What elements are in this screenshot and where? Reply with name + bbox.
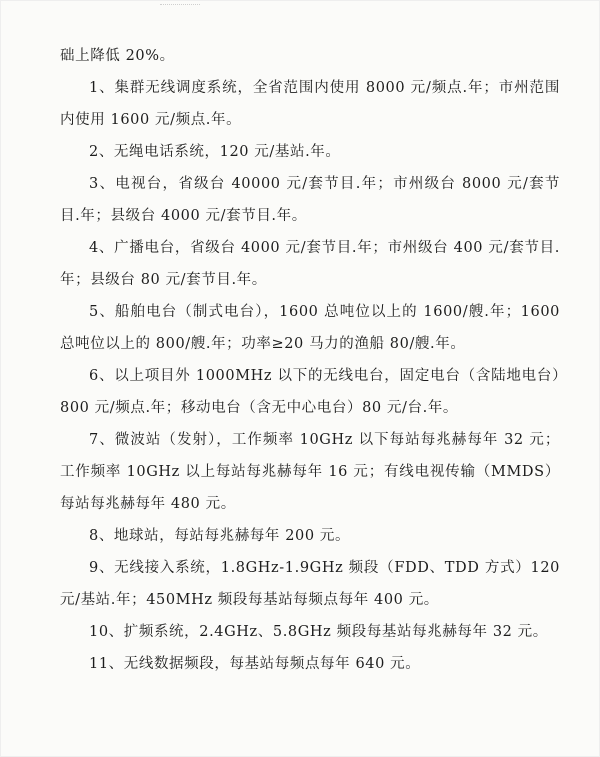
document-body [60,40,560,680]
paragraph-item-7: 7、微波站（发射），工作频率 10GHz 以下每站每兆赫每年 32 元；工作频率 10GHz 以上每站每兆赫每年 16 元；有线电视传输（MMDS）每站每兆赫每年 480 元。 [60,432,560,512]
paragraph-item-11: 11、无线数据频段，每基站每频点每年 640 元。 [89,656,421,672]
paragraph-continuation: 础上降低 20%。 [60,48,175,64]
paragraph-item-10: 10、扩频系统，2.4GHz、5.8GHz 频段每基站每兆赫每年 32 元。 [89,624,548,640]
paragraph-item-5: 5、船舶电台（制式电台），1600 总吨位以上的 1600/艘.年；1600 总吨位以上的 800/艘.年；功率≥20 马力的渔船 80/艘.年。 [60,304,560,352]
paragraph-item-3: 3、电视台，省级台 40000 元/套节目.年；市州级台 8000 元/套节目.年；县级台 4000 元/套节目.年。 [60,176,560,224]
paragraph-item-2: 2、无绳电话系统，120 元/基站.年。 [89,144,341,160]
paragraph-item-1: 1、集群无线调度系统，全省范围内使用 8000 元/频点.年；市州范围内使用 1600 元/频点.年。 [60,80,560,128]
paragraph-item-8: 8、地球站，每站每兆赫每年 200 元。 [89,528,351,544]
paragraph-item-9: 9、无线接入系统，1.8GHz-1.9GHz 频段（FDD、TDD 方式）120 元/基站.年；450MHz 频段每基站每频点每年 400 元。 [60,560,560,608]
scan-mark [160,0,200,5]
paragraph-item-4: 4、广播电台，省级台 4000 元/套节目.年；市州级台 400 元/套节目.年；县级台 80 元/套节目.年。 [60,240,560,288]
paragraph-item-6: 6、以上项目外 1000MHz 以下的无线电台，固定电台（含陆地电台）800 元/频点.年；移动电台（含无中心电台）80 元/台.年。 [60,368,560,416]
